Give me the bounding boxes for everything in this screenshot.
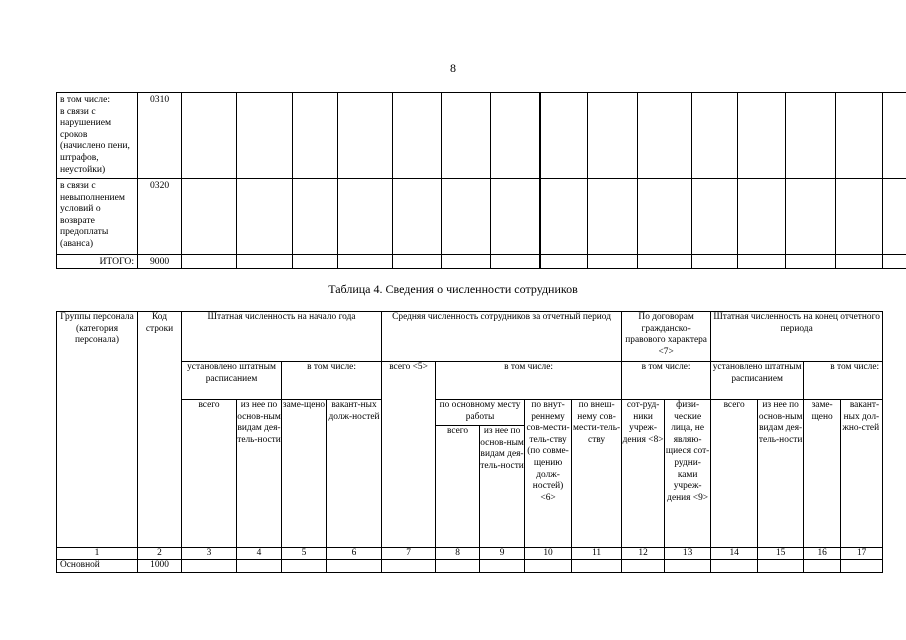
row-label: в связи с невыполнением условий о возврате предоплаты (аванса) — [57, 179, 138, 255]
header-incl: в том числе: — [804, 362, 883, 400]
header-staff-end: Штатная численность на конец отчетного периода — [711, 312, 883, 362]
column-number: 12 — [622, 548, 665, 560]
column-number: 8 — [436, 548, 480, 560]
column-number-row — [57, 548, 883, 560]
header-incl: в том числе: — [282, 362, 382, 400]
column-number: 16 — [804, 548, 841, 560]
table-row — [57, 93, 906, 179]
table-row — [57, 255, 906, 269]
column-number: 1 — [57, 548, 138, 560]
row-code: 1000 — [138, 560, 182, 573]
header-main-activity: из нее по основ-ным видам дея-тель-ности — [758, 400, 804, 548]
column-number: 7 — [382, 548, 436, 560]
header-avg: Средняя численность сотрудников за отчетный период — [382, 312, 622, 362]
column-number: 14 — [711, 548, 758, 560]
header-total: всего — [711, 400, 758, 548]
column-number: 6 — [327, 548, 382, 560]
header-total: всего — [182, 400, 237, 548]
column-number: 17 — [841, 548, 883, 560]
table-4-staff-headcount — [56, 311, 883, 573]
header-incl: в том числе: — [436, 362, 622, 400]
header-established: установлено штатным расписанием — [182, 362, 282, 400]
page-number: 8 — [450, 61, 456, 75]
header-vacant: вакант-ных долж-ностей — [327, 400, 382, 548]
header-main-activity: из нее по основ-ным видам дея-тель-ности — [237, 400, 282, 548]
header-replaced: заме-щено — [804, 400, 841, 548]
header-total5: всего <5> — [382, 362, 436, 548]
column-number: 10 — [525, 548, 572, 560]
header-incl: в том числе: — [622, 362, 711, 400]
column-number: 11 — [572, 548, 622, 560]
header-vacant: вакант-ных дол-жно-стей — [841, 400, 883, 548]
header-code: Код строки — [138, 312, 182, 548]
column-number: 5 — [282, 548, 327, 560]
header-group: Группы персонала (категория персонала) — [57, 312, 138, 548]
table-row — [57, 560, 883, 573]
table-row — [57, 179, 906, 255]
header-employees: сот-руд-ники учреж-дения <8> — [622, 400, 665, 548]
header-external: по внеш-нему сов-мести-тель-ству — [572, 400, 622, 548]
header-staff-start: Штатная численность на начало года — [182, 312, 382, 362]
column-number: 3 — [182, 548, 237, 560]
column-number: 9 — [480, 548, 525, 560]
column-number: 15 — [758, 548, 804, 560]
header-main-activity: из нее по основ-ным видам дея-тель-ности — [480, 426, 525, 548]
row-code: 0310 — [138, 93, 182, 179]
header-individuals: физи-ческие лица, не являю-щиеся сот-рудни-ками учреж-дения <9> — [665, 400, 711, 548]
table-3-continuation — [56, 92, 906, 269]
column-number: 2 — [138, 548, 182, 560]
header-internal: по внут-реннему сов-мести-тель-ству (по совме-щению долж-ностей) <6> — [525, 400, 572, 548]
row-label: в том числе: в связи с нарушением сроков (начислено пени, штрафов, неустойки) — [57, 93, 138, 179]
header-total: всего — [436, 426, 480, 548]
header-established: установлено штатным расписанием — [711, 362, 804, 400]
total-label: ИТОГО: — [57, 255, 138, 269]
header-contracts: По договорам гражданско-правового характера <7> — [622, 312, 711, 362]
column-number: 13 — [665, 548, 711, 560]
header-replaced: заме-щено — [282, 400, 327, 548]
column-number: 4 — [237, 548, 282, 560]
row-code: 0320 — [138, 179, 182, 255]
row-code: 9000 — [138, 255, 182, 269]
header-main-place: по основному месту работы — [436, 400, 525, 426]
row-label: Основной — [57, 560, 138, 573]
table-4-title: Таблица 4. Сведения о численности сотрудников — [328, 282, 578, 296]
